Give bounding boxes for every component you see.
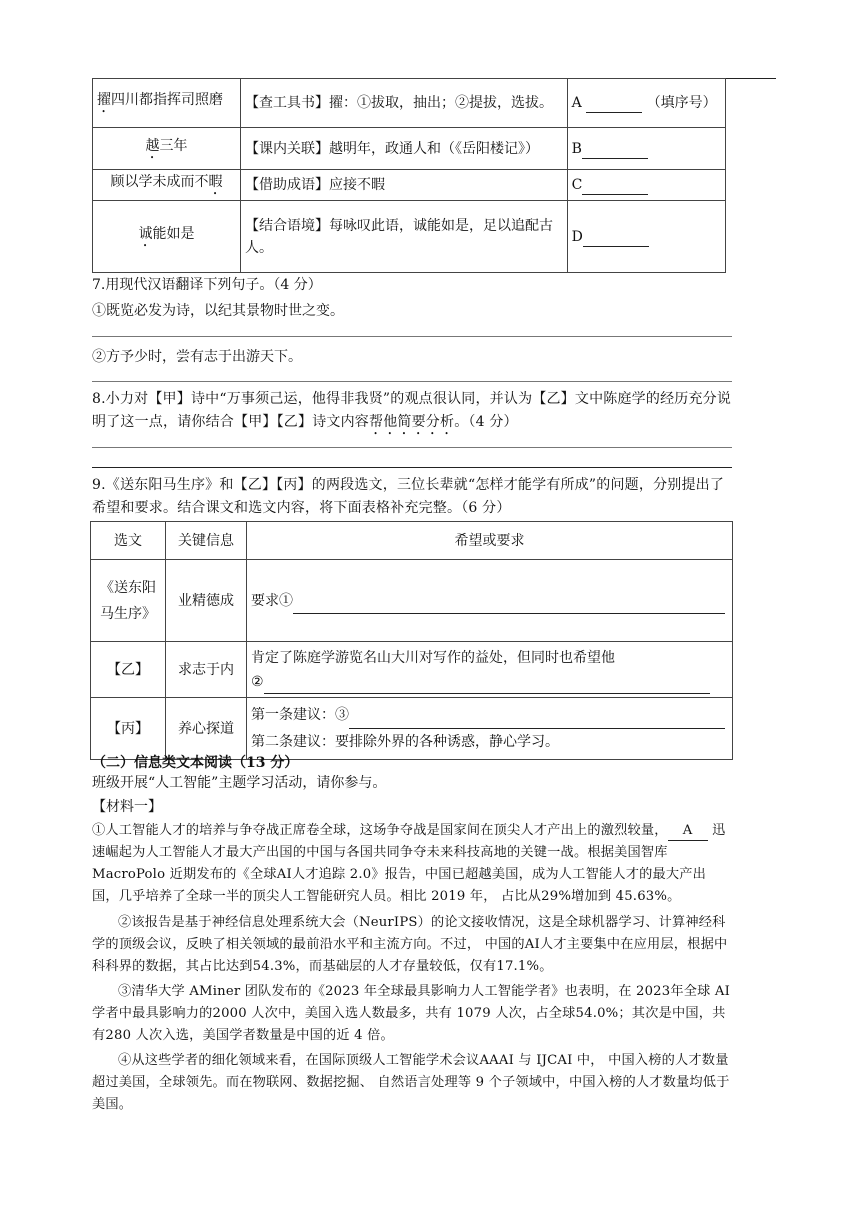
q7-sentence-2: ②方予少时，尝有志于出游天下。 [92,349,302,365]
answer-line [92,336,732,337]
header-requirement: 希望或要求 [247,522,733,560]
phrase-cell: 擢四川都指挥司照磨 [93,79,241,128]
expectation-table [90,521,733,760]
table-row [93,201,726,273]
key-cell: 业精德成 [166,560,247,642]
table-row [91,642,733,698]
phrase-cell: 顾以学未成而不暇 [93,170,241,201]
section-heading: （二）信息类文本阅读（13 分） [92,755,299,771]
table-row [93,79,726,128]
text-cell: 《送东阳马生序》 [91,560,166,642]
requirement-cell: 肯定了陈庭学游览名山大川对写作的益处，但同时也希望他 ② [247,642,733,698]
material-label: 【材料一】 [92,799,162,815]
method-cell: 【课内关联】越明年，政通人和（《岳阳楼记》） [240,128,567,170]
method-cell: 【结合语境】每咏叹此语，诚能如是，足以追配古人。 [240,201,567,273]
header-text: 选文 [91,522,166,560]
paragraph-2: ②该报告是基于神经信息处理系统大会（NeurIPS）的论文接收情况，这是全球机器学习、计算神经科学的顶级会议，反映了相关领域的最前沿水平和主流方向。不过， 中国的AI人才主要集中在应用层，根据中科科界的数据，其占比达到54.3%，而基础层的人才存量较低，仅有17.1%。 [92,915,728,974]
text-cell: 【乙】 [91,642,166,698]
method-cell: 【查工具书】擢：①拔取，抽出；②提拔，选拔。 [240,79,567,128]
answer-line [92,381,732,382]
table-header-row [91,522,733,560]
section-intro: 班级开展“人工智能”主题学习活动，请你参与。 [92,775,387,791]
paragraph-4: ④从这些学者的细化领域来看，在国际顶级人工智能学术会议AAAI 与 IJCAI 中， 中国入榜的人才数量超过美国，全球领先。而在物联网、数据挖掘、 自然语言处理等 9 个子领域中，中国入榜的人才数量均低于美国。 [92,1053,730,1112]
requirement-cell: 第一条建议：③ 第二条建议：要排除外界的各种诱惑，静心学习。 [247,698,733,760]
phrase-cell: 越三年 [93,128,241,170]
key-cell: 求志于内 [166,642,247,698]
text-cell: 【丙】 [91,698,166,760]
answer-cell: C [567,170,725,201]
blank-a: A [668,822,708,841]
q7-sentence-1: ①既览必发为诗，以纪其景物时世之变。 [92,303,344,319]
table-row [91,560,733,642]
q9-question: 9.《送东阳马生序》和【乙】【丙】的两段选文，三位长辈就“怎样才能学有所成”的问题，分别提出了希望和要求。结合课文和选文内容，将下面表格补充完整。（6 分） [92,477,725,516]
table-row [91,698,733,760]
phrase-cell: 诚能如是 [93,201,241,273]
answer-line [92,467,732,468]
answer-line [92,447,732,448]
word-meaning-table [92,78,726,273]
table-row [93,128,726,170]
answer-cell: D [567,201,725,273]
header-key: 关键信息 [166,522,247,560]
requirement-cell: 要求① [247,560,733,642]
paragraph-3: ③清华大学 AMiner 团队发布的《2023 年全球最具影响力人工智能学者》也表明，在 2023年全球 AI 学者中最具影响力的2000 人次中，美国入选人数最多，共有 1079 人次，占全球54.0%；其次是中国，共有280 人次入选，美国学者数量是中国的近 4 倍。 [92,984,731,1043]
answer-cell: A （填序号） [567,79,725,128]
method-cell: 【借助成语】应接不暇 [240,170,567,201]
q7-title: 7.用现代汉语翻译下列句子。（4 分） [92,277,322,293]
q8-question: 8.小力对【甲】诗中“万事须己运，他得非我贤”的观点很认同，并认为【乙】文中陈庭学的经历充分说明了这一点，请你结合【甲】【乙】诗文内容帮他简要分析。（4 分） [92,391,732,430]
key-cell: 养心探道 [166,698,247,760]
table-row [93,170,726,201]
answer-cell: B [567,128,725,170]
paragraph-1: ①人工智能人才的培养与争夺战正席卷全球，这场争夺战是国家间在顶尖人才产出上的激烈较量， A 迅速崛起为人工智能人才最大产出国的中国与各国共同争夺未来科技高地的关键一战。根据美国智库 MacroPolo 近期发布的《全球AI人才追踪 2.0》报告，中国已超越美国，成为人工智能人才的最大产出国，几乎培养了全球一半的顶尖人工智能研究人员。相比 2019 年， 占比从29%增加到 45.63%。 [92,823,726,904]
